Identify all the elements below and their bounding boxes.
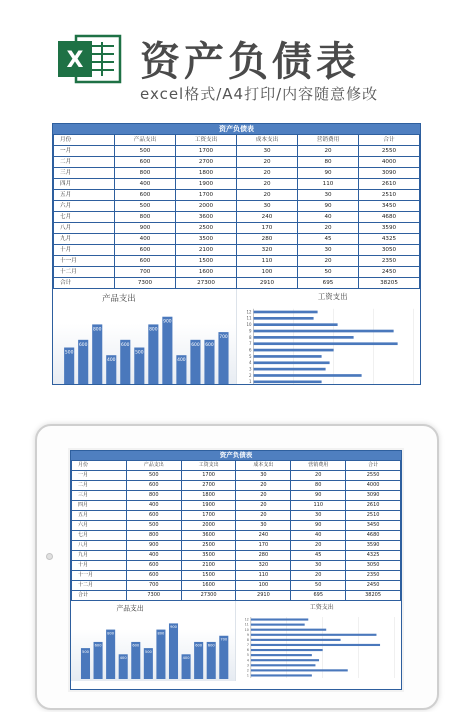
bar-label: 500: [144, 649, 152, 654]
bar-label: 600: [132, 643, 140, 648]
table-cell: 20: [236, 501, 291, 511]
table-cell: 4325: [359, 234, 420, 245]
column-header: 产品支出: [126, 461, 181, 471]
table-cell: 3450: [346, 521, 401, 531]
table-cell: 30: [298, 190, 359, 201]
table-row: [72, 481, 401, 491]
table-cell: 3090: [359, 168, 420, 179]
hbar: [253, 380, 321, 383]
column-header: 营销费用: [291, 461, 346, 471]
hbar: [251, 649, 323, 651]
table-cell: 240: [237, 212, 298, 223]
table-cell: 一月: [54, 146, 115, 157]
table-cell: 3600: [181, 531, 236, 541]
axis-tick-label: 7: [248, 341, 252, 347]
table-cell: 2610: [346, 501, 401, 511]
tablet-camera: [46, 553, 53, 560]
axis-tick-label: 5: [248, 353, 252, 359]
bar-label: 700: [219, 335, 228, 341]
table-cell: 2550: [346, 471, 401, 481]
table-cell: 40: [298, 212, 359, 223]
chart-title: 工资支出: [317, 291, 347, 301]
total-cell: 27300: [181, 591, 236, 601]
salary-expense-chart: [237, 289, 421, 385]
hbar: [253, 336, 353, 339]
bar-label: 600: [205, 342, 214, 348]
table-header-row: [54, 135, 420, 146]
table-row: [54, 212, 420, 223]
table-cell: 三月: [54, 168, 115, 179]
column-header: 合计: [346, 461, 401, 471]
table-cell: 400: [115, 234, 176, 245]
table-cell: 400: [126, 551, 181, 561]
table-row: [72, 561, 401, 571]
table-cell: 4680: [359, 212, 420, 223]
hbar: [251, 639, 341, 641]
column-header: 成本支出: [237, 135, 298, 146]
table-cell: 800: [126, 491, 181, 501]
table-cell: 4000: [346, 481, 401, 491]
table-cell: 1700: [176, 190, 237, 201]
header: [0, 0, 474, 110]
hbar: [253, 317, 313, 320]
table-cell: 十月: [72, 561, 127, 571]
axis-tick-label: 8: [248, 334, 252, 340]
table-cell: 2450: [346, 581, 401, 591]
bar-label: 400: [107, 358, 116, 364]
column-header: 月份: [72, 461, 127, 471]
total-cell: 38205: [346, 591, 401, 601]
table-cell: 20: [291, 571, 346, 581]
total-cell: 695: [298, 278, 359, 289]
axis-tick-label: 7: [246, 643, 249, 648]
table-cell: 900: [126, 541, 181, 551]
table-cell: 2350: [359, 256, 420, 267]
bar-label: 400: [182, 656, 190, 661]
table-row: [72, 471, 401, 481]
table-cell: 30: [236, 521, 291, 531]
table-total-row: [54, 278, 420, 289]
table-row: [54, 256, 420, 267]
table-cell: 3600: [176, 212, 237, 223]
table-cell: 五月: [54, 190, 115, 201]
axis-tick-label: 6: [246, 648, 249, 653]
table-row: [72, 521, 401, 531]
bar-label: 800: [107, 631, 115, 636]
table-cell: 45: [291, 551, 346, 561]
table-cell: 600: [115, 190, 176, 201]
table-cell: 240: [236, 531, 291, 541]
table-cell: 100: [236, 581, 291, 591]
table-cell: 50: [291, 581, 346, 591]
table-row: [54, 234, 420, 245]
table-cell: 30: [236, 471, 291, 481]
table-cell: 600: [126, 481, 181, 491]
total-cell: 合计: [72, 591, 127, 601]
axis-tick-label: 12: [246, 309, 252, 315]
bar-label: 600: [207, 643, 215, 648]
axis-tick-label: 3: [248, 366, 252, 372]
table-cell: 30: [291, 561, 346, 571]
excel-icon-letter: X: [66, 48, 84, 73]
charts-area: [53, 289, 420, 385]
table-cell: 3050: [346, 561, 401, 571]
sheet-title: 资产负债表: [71, 451, 401, 460]
table-row: [72, 511, 401, 521]
table-cell: 四月: [72, 501, 127, 511]
hbar: [251, 618, 308, 620]
bar-label: 600: [191, 342, 200, 348]
table-cell: 20: [291, 471, 346, 481]
hbar: [253, 349, 333, 352]
table-total-row: [72, 591, 401, 601]
total-cell: 7300: [115, 278, 176, 289]
product-expense-chart: [53, 289, 237, 385]
table-cell: 2350: [346, 571, 401, 581]
table-cell: 2000: [181, 521, 236, 531]
table-cell: 2500: [181, 541, 236, 551]
data-table: [53, 134, 420, 289]
table-cell: 3050: [359, 245, 420, 256]
table-cell: 2700: [176, 157, 237, 168]
table-cell: 2450: [359, 267, 420, 278]
table-cell: 320: [237, 245, 298, 256]
table-cell: 2510: [346, 511, 401, 521]
table-cell: 110: [236, 571, 291, 581]
tablet-spreadsheet-preview: [70, 450, 402, 690]
table-cell: 1600: [176, 267, 237, 278]
table-cell: 110: [298, 179, 359, 190]
table-row: [54, 190, 420, 201]
table-cell: 一月: [72, 471, 127, 481]
table-cell: 4000: [359, 157, 420, 168]
chart-title: 工资支出: [309, 604, 334, 611]
bar-label: 500: [82, 649, 89, 654]
table-cell: 九月: [72, 551, 127, 561]
table-cell: 九月: [54, 234, 115, 245]
table-cell: 600: [126, 511, 181, 521]
table-cell: 2500: [176, 223, 237, 234]
bar: [92, 324, 102, 385]
table-cell: 二月: [54, 157, 115, 168]
table-cell: 80: [298, 157, 359, 168]
table-cell: 170: [237, 223, 298, 234]
bar-label: 800: [92, 327, 102, 333]
page-title: 资产负债表: [140, 39, 360, 85]
table-cell: 600: [115, 157, 176, 168]
bar-label: 800: [149, 327, 158, 333]
bar: [162, 317, 172, 385]
bar: [169, 623, 178, 679]
table-cell: 500: [115, 146, 176, 157]
hbar: [251, 654, 312, 656]
axis-tick-label: 1: [246, 673, 249, 678]
table-cell: 40: [291, 531, 346, 541]
table-cell: 20: [237, 190, 298, 201]
table-cell: 90: [291, 491, 346, 501]
table-row: [54, 157, 420, 168]
table-cell: 1500: [176, 256, 237, 267]
table-row: [72, 531, 401, 541]
table-cell: 20: [298, 256, 359, 267]
table-cell: 1700: [176, 146, 237, 157]
table-cell: 3450: [359, 201, 420, 212]
table-row: [54, 168, 420, 179]
bar-label: 900: [163, 319, 172, 325]
table-cell: 110: [291, 501, 346, 511]
table-cell: 八月: [72, 541, 127, 551]
table-row: [54, 179, 420, 190]
table-cell: 700: [115, 267, 176, 278]
table-cell: 20: [298, 223, 359, 234]
table-cell: 1700: [181, 511, 236, 521]
table-cell: 20: [236, 481, 291, 491]
table-cell: 700: [126, 581, 181, 591]
hbar: [251, 669, 348, 671]
table-cell: 2100: [176, 245, 237, 256]
bar: [156, 630, 165, 679]
hbar: [251, 659, 319, 661]
table-cell: 2550: [359, 146, 420, 157]
hbar: [253, 374, 361, 377]
axis-tick-label: 6: [248, 347, 252, 353]
bar-label: 500: [64, 350, 74, 356]
chart-title: 产品支出: [102, 292, 136, 303]
table-cell: 20: [237, 179, 298, 190]
hbar: [253, 323, 337, 326]
bar: [106, 630, 115, 679]
table-cell: 110: [237, 256, 298, 267]
table-row: [72, 581, 401, 591]
total-cell: 合计: [54, 278, 115, 289]
table-row: [54, 245, 420, 256]
bar-label: 900: [170, 625, 177, 630]
total-cell: 2910: [237, 278, 298, 289]
table-cell: 1600: [181, 581, 236, 591]
axis-tick-label: 11: [246, 315, 252, 321]
table-row: [54, 146, 420, 157]
table-cell: 十一月: [72, 571, 127, 581]
table-cell: 90: [298, 201, 359, 212]
table-cell: 七月: [72, 531, 127, 541]
table-cell: 1900: [181, 501, 236, 511]
axis-tick-label: 10: [246, 322, 252, 328]
axis-tick-label: 12: [244, 617, 249, 622]
bar-label: 600: [78, 342, 88, 348]
table-cell: 3500: [176, 234, 237, 245]
table-row: [72, 541, 401, 551]
table-cell: 600: [126, 561, 181, 571]
table-cell: 600: [126, 571, 181, 581]
hbar: [253, 368, 325, 371]
bar-label: 800: [157, 631, 165, 636]
table-cell: 六月: [72, 521, 127, 531]
table-row: [54, 223, 420, 234]
axis-tick-label: 9: [246, 632, 249, 637]
table-cell: 500: [115, 201, 176, 212]
table-cell: 五月: [72, 511, 127, 521]
column-header: 工资支出: [176, 135, 237, 146]
spreadsheet-preview: [52, 123, 421, 385]
bar-label: 500: [135, 350, 144, 356]
table-cell: 四月: [54, 179, 115, 190]
hbar: [251, 644, 380, 646]
table-cell: 500: [126, 521, 181, 531]
table-cell: 50: [298, 267, 359, 278]
charts-area: [71, 601, 401, 681]
table-cell: 2510: [359, 190, 420, 201]
page-subtitle: excel格式/A4打印/内容随意修改: [140, 85, 379, 103]
column-header: 月份: [54, 135, 115, 146]
table-cell: 三月: [72, 491, 127, 501]
table-cell: 20: [291, 541, 346, 551]
table-row: [54, 267, 420, 278]
table-cell: 十二月: [54, 267, 115, 278]
table-cell: 4325: [346, 551, 401, 561]
product-expense-chart: [71, 601, 236, 681]
table-cell: 90: [298, 168, 359, 179]
table-cell: 600: [115, 245, 176, 256]
table-cell: 八月: [54, 223, 115, 234]
table-cell: 二月: [72, 481, 127, 491]
table-cell: 320: [236, 561, 291, 571]
table-cell: 3090: [346, 491, 401, 501]
table-cell: 90: [291, 521, 346, 531]
bar: [219, 636, 228, 679]
salary-expense-chart: [236, 601, 401, 681]
axis-tick-label: 2: [246, 668, 249, 673]
hbar: [251, 624, 305, 626]
total-cell: 27300: [176, 278, 237, 289]
axis-tick-label: 2: [248, 372, 252, 378]
table-cell: 六月: [54, 201, 115, 212]
bar-label: 700: [220, 637, 228, 642]
table-row: [72, 571, 401, 581]
hbar: [253, 361, 329, 364]
table-cell: 4680: [346, 531, 401, 541]
axis-tick-label: 4: [248, 360, 252, 366]
hbar: [253, 330, 393, 333]
excel-icon: [56, 32, 122, 86]
table-cell: 1700: [181, 471, 236, 481]
table-cell: 100: [237, 267, 298, 278]
table-row: [72, 551, 401, 561]
column-header: 营销费用: [298, 135, 359, 146]
hbar: [253, 342, 397, 345]
table-cell: 800: [126, 531, 181, 541]
table-cell: 800: [115, 168, 176, 179]
table-cell: 2700: [181, 481, 236, 491]
axis-tick-label: 11: [244, 622, 249, 627]
axis-tick-label: 4: [246, 658, 249, 663]
axis-tick-label: 10: [244, 627, 249, 632]
table-cell: 30: [298, 245, 359, 256]
table-cell: 600: [115, 256, 176, 267]
hbar: [251, 664, 316, 666]
table-cell: 170: [236, 541, 291, 551]
table-cell: 30: [237, 201, 298, 212]
table-cell: 1800: [176, 168, 237, 179]
table-header-row: [72, 461, 401, 471]
table-cell: 20: [237, 168, 298, 179]
table-cell: 1800: [181, 491, 236, 501]
table-cell: 30: [237, 146, 298, 157]
table-cell: 280: [236, 551, 291, 561]
column-header: 成本支出: [236, 461, 291, 471]
table-row: [72, 501, 401, 511]
column-header: 工资支出: [181, 461, 236, 471]
table-cell: 十月: [54, 245, 115, 256]
axis-tick-label: 1: [248, 379, 252, 385]
table-cell: 400: [126, 501, 181, 511]
table-cell: 20: [236, 491, 291, 501]
total-cell: 695: [291, 591, 346, 601]
table-cell: 七月: [54, 212, 115, 223]
column-header: 合计: [359, 135, 420, 146]
column-header: 产品支出: [115, 135, 176, 146]
table-cell: 900: [115, 223, 176, 234]
bar-label: 600: [121, 342, 130, 348]
axis-tick-label: 8: [246, 637, 249, 642]
total-cell: 2910: [236, 591, 291, 601]
axis-tick-label: 3: [246, 663, 249, 668]
table-row: [54, 201, 420, 212]
total-cell: 38205: [359, 278, 420, 289]
table-cell: 80: [291, 481, 346, 491]
table-cell: 45: [298, 234, 359, 245]
table-cell: 20: [237, 157, 298, 168]
axis-tick-label: 9: [248, 328, 252, 334]
table-cell: 20: [298, 146, 359, 157]
hbar: [251, 674, 312, 676]
bar-label: 400: [119, 656, 127, 661]
table-cell: 2000: [176, 201, 237, 212]
table-cell: 2610: [359, 179, 420, 190]
bar-label: 600: [195, 643, 203, 648]
hbar: [251, 629, 326, 631]
chart-title: 产品支出: [116, 604, 144, 613]
table-cell: 1900: [176, 179, 237, 190]
bar-label: 400: [177, 358, 186, 364]
bar-label: 600: [94, 643, 102, 648]
sheet-title: 资产负债表: [53, 124, 420, 134]
table-cell: 280: [237, 234, 298, 245]
axis-tick-label: 5: [246, 653, 249, 658]
hbar: [253, 311, 317, 314]
table-cell: 20: [236, 511, 291, 521]
table-cell: 1500: [181, 571, 236, 581]
table-cell: 500: [126, 471, 181, 481]
table-cell: 3590: [359, 223, 420, 234]
table-cell: 800: [115, 212, 176, 223]
table-cell: 400: [115, 179, 176, 190]
table-cell: 3590: [346, 541, 401, 551]
hbar: [253, 355, 321, 358]
hbar: [251, 634, 377, 636]
total-cell: 7300: [126, 591, 181, 601]
table-cell: 2100: [181, 561, 236, 571]
data-table: [71, 460, 401, 601]
table-row: [72, 491, 401, 501]
table-cell: 十二月: [72, 581, 127, 591]
table-cell: 30: [291, 511, 346, 521]
table-cell: 3500: [181, 551, 236, 561]
table-cell: 十一月: [54, 256, 115, 267]
bar: [148, 324, 158, 385]
